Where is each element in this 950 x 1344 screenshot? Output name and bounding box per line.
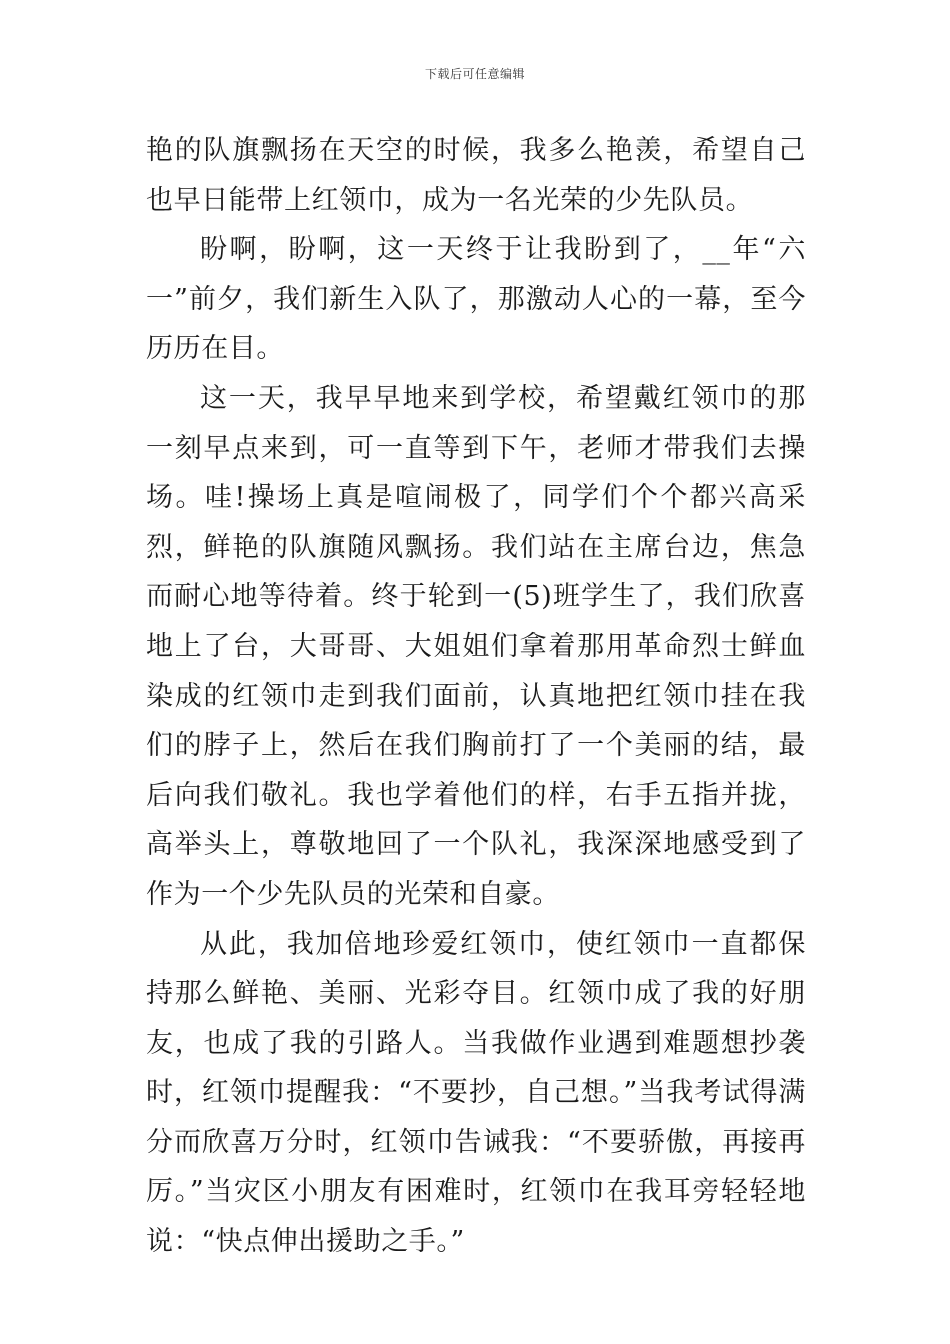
paragraph: 从此，我加倍地珍爱红领巾，使红领巾一直都保持那么鲜艳、美丽、光彩夺目。红领巾成了我的好朋友，也成了我的引路人。当我做作业遇到难题想抄袭时，红领巾提醒我：“不要抄，自己想。”当我考试得满分而欣喜万分时，红领巾告诫我：“不要骄傲，再接再厉。”当灾区小朋友有困难时，红领巾在我耳旁轻轻地说：“快点伸出援助之手。” <box>146 928 806 1258</box>
paragraph: 这一天，我早早地来到学校，希望戴红领巾的那一刻早点来到，可一直等到下午，老师才带我们去操场。哇!操场上真是喧闹极了，同学们个个都兴高采烈，鲜艳的队旗随风飘扬。我们站在主席台边，焦急而耐心地等待着。终于轮到一(5)班学生了，我们欣喜地上了台，大哥哥、大姐姐们拿着那用革命烈士鲜血染成的红领巾走到我们面前，认真地把红领巾挂在我们的脖子上，然后在我们胸前打了一个美丽的结，最后向我们敬礼。我也学着他们的样，右手五指并拢，高举头上，尊敬地回了一个队礼，我深深地感受到了作为一个少先队员的光荣和自豪。 <box>146 382 806 910</box>
paragraph-continued: 艳的队旗飘扬在天空的时候，我多么艳羡，希望自己也早日能带上红领巾，成为一名光荣的少先队员。 <box>146 135 806 216</box>
page-header-note: 下载后可任意编辑 <box>424 67 525 81</box>
document-body <box>146 126 806 1267</box>
paragraph: 盼啊，盼啊，这一天终于让我盼到了，__年“六一”前夕，我们新生入队了，那激动人心的一幕，至今历历在目。 <box>146 234 806 365</box>
